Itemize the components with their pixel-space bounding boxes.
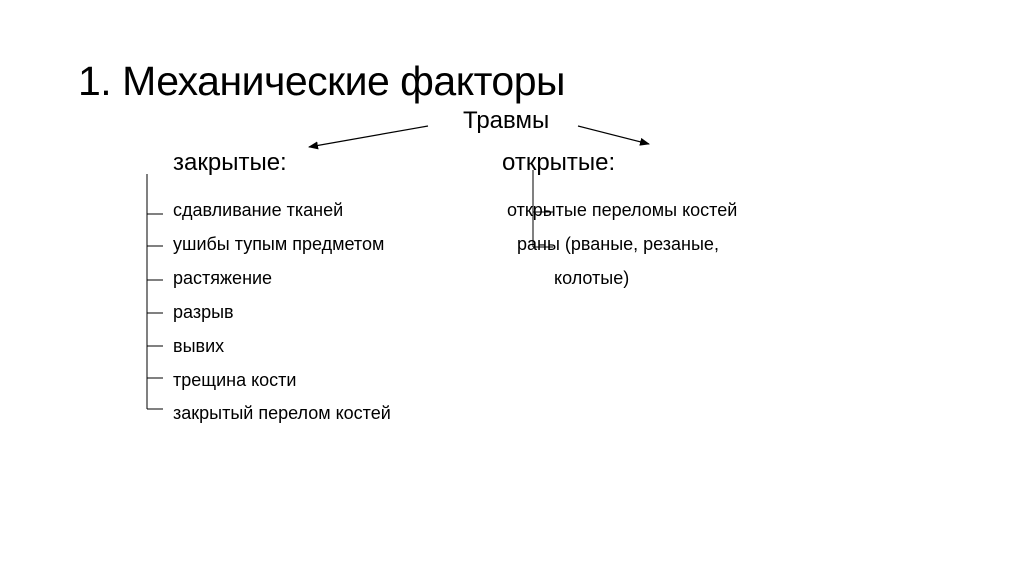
closed-item: растяжение <box>173 268 273 288</box>
open-branch-heading: открытые: <box>502 149 616 176</box>
closed-item: разрыв <box>173 302 234 322</box>
arrow-to-closed <box>309 126 428 147</box>
arrow-to-open <box>578 126 649 144</box>
closed-item: ушибы тупым предметом <box>173 234 385 254</box>
open-item: раны (рваные, резаные, <box>517 234 719 254</box>
slide-title: 1. Механические факторы <box>78 58 566 104</box>
open-item: открытые переломы костей <box>507 200 738 220</box>
closed-item: сдавливание тканей <box>173 200 344 220</box>
closed-item: закрытый перелом костей <box>173 403 391 423</box>
root-node-label: Травмы <box>463 107 550 134</box>
closed-branch-heading: закрытые: <box>173 149 287 176</box>
open-item: колотые) <box>554 268 630 288</box>
closed-item: трещина кости <box>173 370 297 390</box>
closed-item: вывих <box>173 336 225 356</box>
closed-branch-bracket <box>147 174 163 409</box>
